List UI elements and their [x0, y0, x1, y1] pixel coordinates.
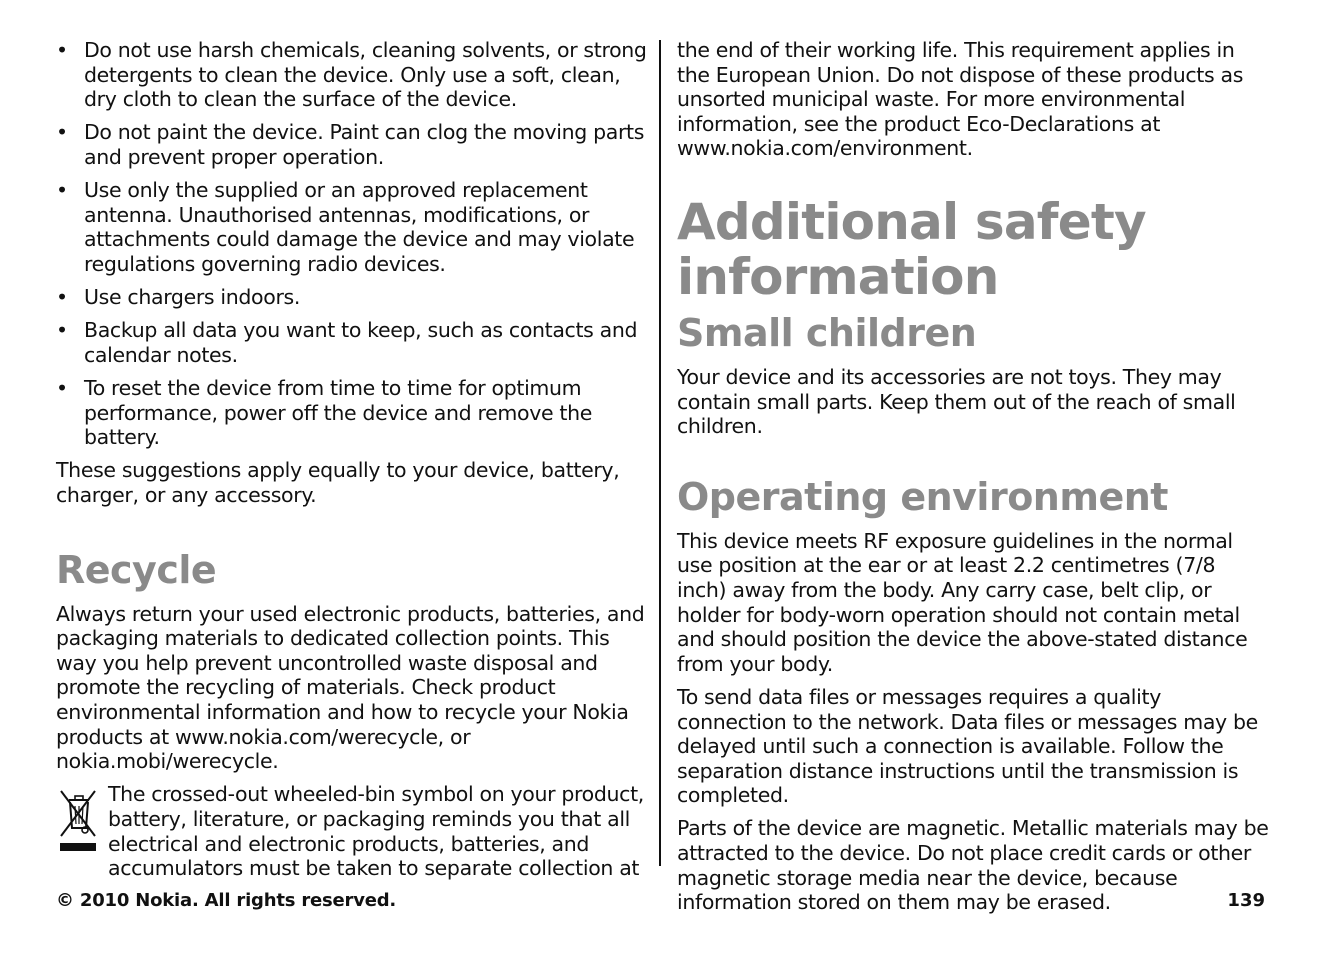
small-children-heading: Small children — [677, 310, 977, 355]
crossed-out-wheeled-bin-icon — [56, 786, 100, 854]
operating-environment-heading: Operating environment — [677, 474, 1168, 519]
bullet-text: Use chargers indoors. — [84, 285, 301, 310]
bullet-mark: • — [56, 38, 68, 62]
bullet-text: To reset the device from time to time for optimum performance, power off the device and remove the battery. — [84, 376, 592, 450]
list-item — [56, 285, 648, 310]
operating-paragraph-3: Parts of the device are magnetic. Metallic materials may be attracted to the device. Do not place credit cards or other magnetic storage media near the device, because information stored on them may be erased. — [677, 816, 1269, 915]
page-title: Additional safety information — [677, 192, 1146, 306]
list-item — [56, 376, 648, 450]
bullet-mark: • — [56, 285, 68, 310]
bullet-mark: • — [56, 178, 68, 203]
care-bullet-list — [56, 38, 648, 450]
copyright-notice: © 2010 Nokia. All rights reserved. — [56, 890, 397, 911]
bullet-text: Do not use harsh chemicals, cleaning solvents, or strong detergents to clean the device. Only use a soft, clean, dry cloth to clean the surface of the device. — [84, 38, 647, 112]
list-item — [56, 318, 648, 367]
bin-notice — [56, 782, 648, 880]
bullet-text: Backup all data you want to keep, such as contacts and calendar notes. — [84, 318, 638, 367]
suggestions-paragraph: These suggestions apply equally to your device, battery, charger, or any accessory. — [56, 458, 620, 508]
recycle-paragraph: Always return your used electronic products, batteries, and packaging materials to dedicated collection points. This way you help prevent uncontrolled waste disposal and promote the recycling of materials. Check product environmental information and how to recycle your Nokia products at www.nokia.com/werecycle, or nokia.mobi/werecycle. — [56, 601, 645, 774]
bullet-text: Do not paint the device. Paint can clog the moving parts and prevent proper operation. — [84, 120, 645, 169]
left-column — [56, 38, 648, 889]
bin-paragraph: The crossed-out wheeled-bin symbol on your product, battery, literature, or packaging reminds you that all electrical and electronic products, batteries, and accumulators must be taken to separate collection at — [108, 782, 644, 881]
recycle-heading: Recycle — [56, 547, 217, 592]
bullet-mark: • — [56, 120, 68, 145]
bullet-mark: • — [56, 318, 68, 343]
list-item — [56, 38, 648, 112]
right-column — [677, 38, 1269, 923]
operating-paragraph-1: This device meets RF exposure guidelines in the normal use position at the ear or at least 2.2 centimetres (7/8 inch) away from the body. Any carry case, belt clip, or holder for body-worn operation should not contain metal and should position the device the above-stated distance from your body. — [677, 528, 1248, 676]
operating-paragraph-2: To send data files or messages requires a quality connection to the network. Data files or messages may be delayed until such a connection is available. Follow the separation distance instructions until the transmission is completed. — [677, 684, 1258, 808]
list-item — [56, 120, 648, 169]
small-children-paragraph: Your device and its accessories are not toys. They may contain small parts. Keep them out of the reach of small children. — [677, 364, 1236, 439]
page-number: 139 — [1227, 890, 1265, 911]
bullet-mark: • — [56, 376, 68, 401]
list-item — [56, 178, 648, 276]
column-divider — [659, 40, 661, 866]
bullet-text: Use only the supplied or an approved replacement antenna. Unauthorised antennas, modifications, or attachments could damage the device and may violate regulations governing radio devices. — [84, 178, 635, 276]
continuation-paragraph: the end of their working life. This requirement applies in the European Union. Do not dispose of these products as unsorted municipal waste. For more environmental information, see the product Eco-Declarations at www.nokia.com/environment. — [677, 38, 1244, 161]
